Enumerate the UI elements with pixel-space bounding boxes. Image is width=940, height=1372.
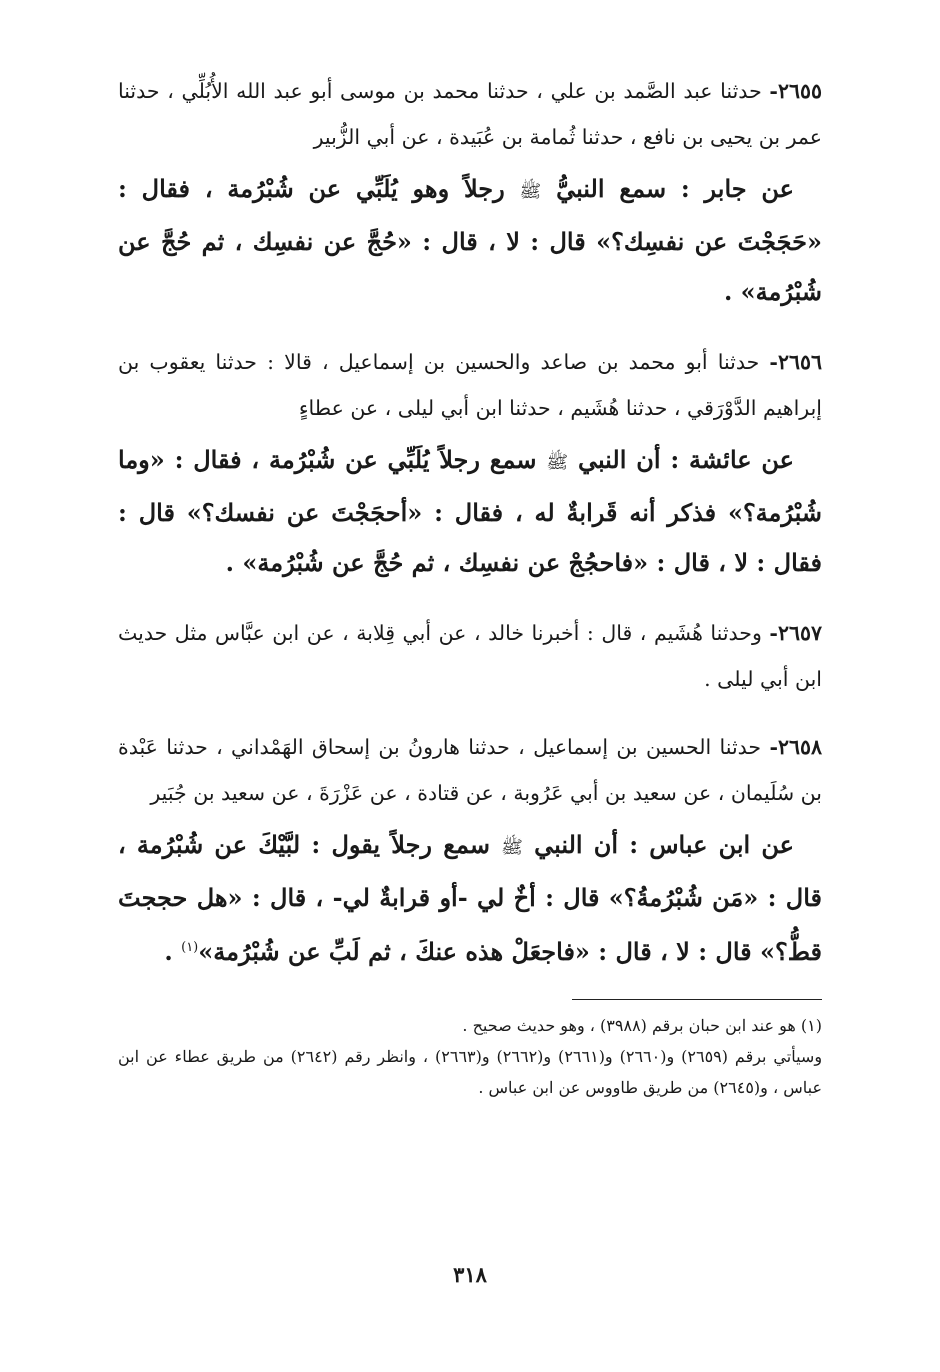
pbuh-ligature-icon: ﷺ <box>519 181 542 202</box>
footnote-divider <box>572 999 822 1000</box>
hadith-number: ٢٦٥٦- <box>769 350 822 374</box>
footnote-marker: (١) <box>181 940 199 955</box>
matn-text: عن جابر : سمع النبيُّ <box>556 174 794 203</box>
isnad-text: حدثنا أبو محمد بن صاعد والحسين بن إسماعيل ، قالا : حدثنا يعقوب بن إبراهيم الدَّوْرَقي ، حدثنا هُشَيم ، حدثنا ابن أبي ليلى ، عن عطاءٍ <box>118 350 822 420</box>
hadith-isnad <box>118 724 822 816</box>
isnad-text: حدثنا الحسين بن إسماعيل ، حدثنا هارونُ بن إسحاق الهَمْداني ، حدثنا عَبْدة بن سُلَيمان ، عن سعيد بن أبي عَرُوبة ، عن قتادة ، عن عَزْرَةَ ، عن سعيد بن جُبَير <box>118 735 822 805</box>
hadith-2656 <box>118 339 822 588</box>
hadith-number: ٢٦٥٥- <box>769 79 822 103</box>
matn-end: . <box>164 937 182 966</box>
hadith-2657 <box>118 610 822 702</box>
matn-text: سمع رجلاً يقول : لبَّيْكَ عن شُبْرُمة ، قال : «مَن شُبْرُمةُ؟» قال : أخٌ لي -أو قرابةٌ لي- ، قال : «هل حججتَ قطُّ؟» قال : لا ، قال : «فاجعَلْ هذه عنكَ ، ثم لَبِّ عن شُبْرُمة» <box>118 830 822 966</box>
pbuh-ligature-icon: ﷺ <box>546 452 569 473</box>
isnad-text: حدثنا عبد الصَّمد بن علي ، حدثنا محمد بن موسى أبو عبد الله الأُبُلِّي ، حدثنا عمر بن يحيى بن نافع ، حدثنا ثُمامة بن عُبَيدة ، عن أبي الزُّبير <box>118 79 822 149</box>
hadith-matn <box>118 435 822 588</box>
hadith-isnad <box>118 68 822 160</box>
hadith-number: ٢٦٥٨- <box>769 735 822 759</box>
hadith-2658 <box>118 724 822 977</box>
matn-text: سمع رجلاً يُلَبِّي عن شُبْرُمة ، فقال : «وما شُبْرُمة؟» فذكر أنه قَرابةٌ له ، فقال : «أحجَجْتَ عن نفسك؟» قال : فقال : لا ، قال : «فاحجُجْ عن نفسِك ، ثم حُجَّ عن شُبْرُمة» . <box>118 445 822 577</box>
hadith-isnad <box>118 610 822 702</box>
footnotes <box>118 1010 822 1103</box>
page-number: ٣١٨ <box>453 1262 487 1287</box>
hadith-number: ٢٦٥٧- <box>769 621 822 645</box>
hadith-2655 <box>118 68 822 317</box>
matn-text: عن ابن عباس : أن النبي <box>534 830 795 859</box>
hadith-matn <box>118 164 822 317</box>
footnote-1-continued: وسيأتي برقم (٢٦٥٩) و(٢٦٦٠) و(٢٦٦١) و(٢٦٦٢) و(٢٦٦٣) ، وانظر رقم (٢٦٤٢) من طريق عطاء عن ابن عباس ، و(٢٦٤٥) من طريق طاووس عن ابن عباس . <box>118 1047 823 1097</box>
hadith-isnad <box>118 339 822 431</box>
matn-text: رجلاً وهو يُلَبِّي عن شُبْرُمة ، فقال : «حَجَجْتَ عن نفسِك؟» قال : لا ، قال : «حُجَّ عن نفسِك ، ثم حُجَّ عن شُبْرُمة» . <box>118 174 822 306</box>
matn-text: عن عائشة : أن النبي <box>577 445 794 474</box>
hadith-matn <box>118 820 822 977</box>
isnad-text: وحدثنا هُشَيم ، قال : أخبرنا خالد ، عن أبي قِلابة ، عن ابن عبَّاس مثل حديث ابن أبي ليلى . <box>118 621 822 691</box>
pbuh-ligature-icon: ﷺ <box>501 837 523 858</box>
footnote-1: (١) هو عند ابن حبان برقم (٣٩٨٨) ، وهو حديث صحيح . <box>462 1016 822 1035</box>
